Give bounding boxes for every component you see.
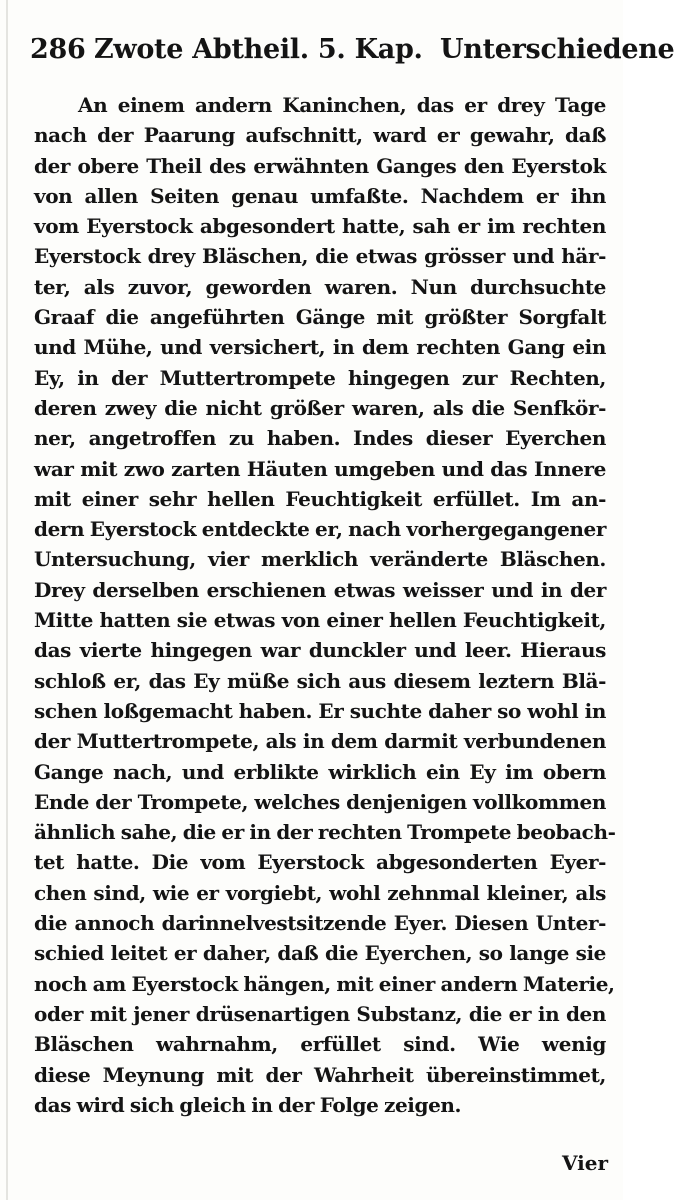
text-line: war mit zwo zarten Häuten umgeben und das Innere (34, 456, 606, 481)
page-edge-shadow (6, 0, 8, 1200)
text-line: chen sind, wie er vorgiebt, wohl zehnmal kleiner, als (34, 880, 606, 905)
text-line: Eyerstock drey Bläschen, die etwas grösser und här- (34, 244, 606, 269)
text-line: mit einer sehr hellen Feuchtigkeit erfüllet. Im an- (34, 486, 606, 511)
body-paragraph (34, 90, 616, 1120)
text-line: dern Eyerstock entdeckte er, nach vorhergegangener (34, 517, 606, 542)
text-line: diese Meynung mit der Wahrheit übereinstimmet, (34, 1062, 606, 1087)
text-line: oder mit jener drüsenartigen Substanz, die er in den (34, 1001, 606, 1026)
text-line: Bläschen wahrnahm, erfüllet sind. Wie wenig (34, 1032, 606, 1057)
text-line: Ey, in der Muttertrompete hingegen zur Rechten, (34, 365, 606, 390)
text-line: der Muttertrompete, als in dem darmit verbundenen (34, 729, 606, 754)
text-line: das vierte hingegen war dunckler und leer. Hieraus (34, 638, 606, 663)
text-line: tet hatte. Die vom Eyerstock abgesonderten Eyer- (34, 850, 606, 875)
catchword: Vier (561, 1151, 608, 1175)
text-line: deren zwey die nicht größer waren, als die Senfkör- (34, 395, 606, 420)
text-line: schen loßgemacht haben. Er suchte daher so wohl in (34, 698, 606, 723)
running-title: Zwote Abtheil. 5. Kap. (94, 34, 423, 65)
text-line: schloß er, das Ey müße sich aus diesem leztern Blä- (34, 668, 606, 693)
text-line: vom Eyerstock abgesondert hatte, sah er im rechten (34, 214, 606, 239)
text-line: ähnlich sahe, die er in der rechten Trompete beobach- (34, 820, 616, 845)
text-line: ter, als zuvor, geworden waren. Nun durchsuchte (34, 274, 606, 299)
text-line: nach der Paarung aufschnitt, ward er gewahr, daß (34, 123, 606, 148)
text-line: noch am Eyerstock hängen, mit einer andern Materie, (34, 971, 615, 996)
text-line: Drey derselben erschienen etwas weisser und in der (34, 577, 606, 602)
text-line: Gange nach, und erblikte wirklich ein Ey im obern (34, 759, 606, 784)
text-line: und Mühe, und versichert, in dem rechten Gang ein (34, 335, 606, 360)
running-topic: Unterschiedene (440, 34, 674, 65)
text-line: schied leitet er daher, daß die Eyerchen, so lange sie (34, 941, 606, 966)
page-header (30, 28, 674, 72)
text-line-last: das wird sich gleich in der Folge zeigen. (34, 1092, 462, 1117)
text-line: von allen Seiten genau umfaßte. Nachdem er ihn (34, 183, 606, 208)
text-line: die annoch darinnelvestsitzende Eyer. Diesen Unter- (34, 911, 606, 936)
text-line: An einem andern Kaninchen, das er drey Tage (78, 93, 606, 117)
text-line: Graaf die angeführten Gänge mit größter Sorgfalt (34, 305, 606, 330)
text-line: Mitte hatten sie etwas von einer hellen Feuchtigkeit, (34, 608, 606, 633)
text-line: Untersuchung, vier merklich veränderte Bläschen. (34, 547, 606, 572)
text-line: der obere Theil des erwähnten Ganges den Eyerstok (34, 153, 606, 178)
text-line: ner, angetroffen zu haben. Indes dieser Eyerchen (34, 426, 606, 451)
page-number: 286 (30, 34, 86, 65)
text-line: Ende der Trompete, welches denjenigen vollkommen (34, 789, 606, 814)
